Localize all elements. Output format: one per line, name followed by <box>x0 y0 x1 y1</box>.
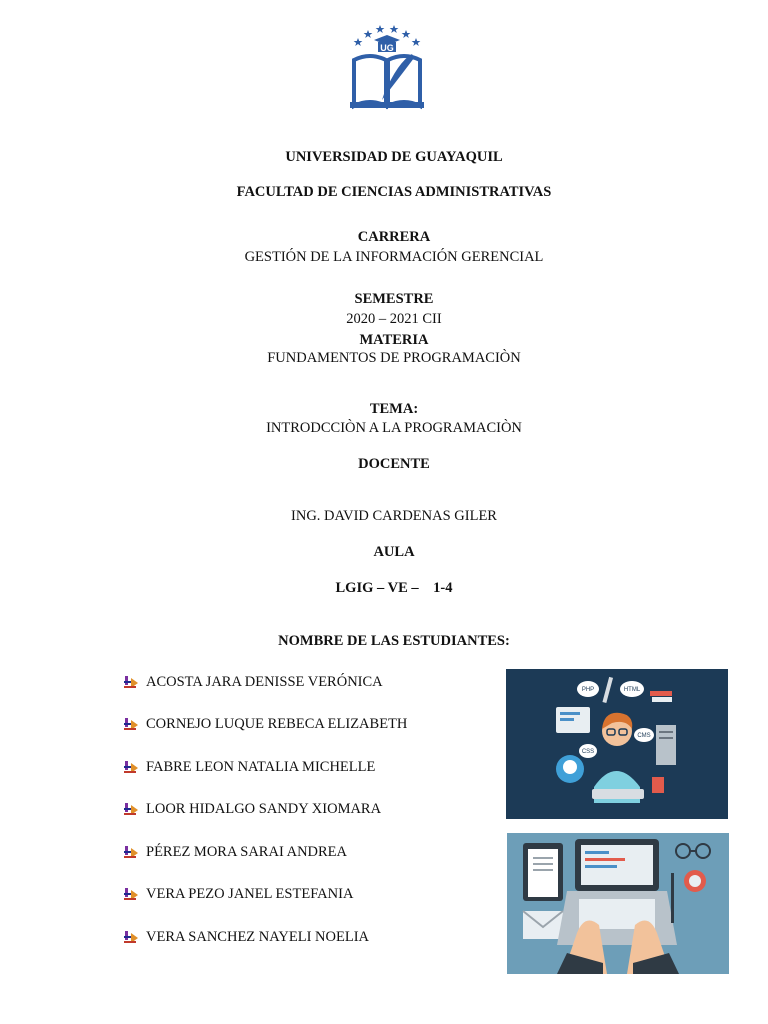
university-name: UNIVERSIDAD DE GUAYAQUIL <box>285 149 503 165</box>
student-item <box>122 757 375 777</box>
student-name: FABRE LEON NATALIA MICHELLE <box>146 759 376 775</box>
career-value: GESTIÓN DE LA INFORMACIÓN GERENCIAL <box>244 249 544 265</box>
student-item <box>122 842 347 862</box>
arrow-bullet-icon <box>122 674 140 690</box>
arrow-bullet-icon <box>122 716 140 732</box>
faculty-name: FACULTAD DE CIENCIAS ADMINISTRATIVAS <box>236 184 552 200</box>
university-logo <box>346 18 428 114</box>
student-item <box>122 884 353 904</box>
student-name: VERA PEZO JANEL ESTEFANIA <box>146 886 354 902</box>
student-item <box>122 714 407 734</box>
arrow-bullet-icon <box>122 759 140 775</box>
semester-value: 2020 – 2021 CII <box>346 311 442 327</box>
classroom-value: LGIG – VE – 1-4 <box>335 580 453 596</box>
students-heading: NOMBRE DE LAS ESTUDIANTES: <box>278 633 510 649</box>
student-item <box>122 799 381 819</box>
student-item <box>122 672 383 692</box>
css-tag: CSS <box>581 749 595 755</box>
programmer-illustration <box>506 669 728 819</box>
arrow-bullet-icon <box>122 844 140 860</box>
student-name: CORNEJO LUQUE REBECA ELIZABETH <box>146 716 408 732</box>
laptop-desk-illustration <box>507 833 729 974</box>
student-name: ACOSTA JARA DENISSE VERÓNICA <box>146 674 383 690</box>
subject-value: FUNDAMENTOS DE PROGRAMACIÒN <box>267 350 521 366</box>
classroom-label: AULA <box>373 544 415 560</box>
student-item <box>122 927 369 947</box>
arrow-bullet-icon <box>122 929 140 945</box>
student-name: VERA SANCHEZ NAYELI NOELIA <box>146 929 369 945</box>
html-tag: HTML <box>623 687 641 693</box>
semester-label: SEMESTRE <box>354 291 434 307</box>
career-label: CARRERA <box>357 229 431 245</box>
teacher-value: ING. DAVID CARDENAS GILER <box>291 508 497 524</box>
svg-text:UG: UG <box>380 43 394 53</box>
topic-label: TEMA: <box>369 401 419 417</box>
teacher-label: DOCENTE <box>358 456 430 472</box>
subject-label: MATERIA <box>359 332 429 348</box>
topic-value: INTRODCCIÒN A LA PROGRAMACIÒN <box>266 420 522 436</box>
php-tag: PHP <box>581 687 595 693</box>
arrow-bullet-icon <box>122 886 140 902</box>
arrow-bullet-icon <box>122 801 140 817</box>
cms-tag: CMS <box>637 733 651 739</box>
student-name: LOOR HIDALGO SANDY XIOMARA <box>146 801 382 817</box>
student-name: PÉREZ MORA SARAI ANDREA <box>146 844 348 860</box>
